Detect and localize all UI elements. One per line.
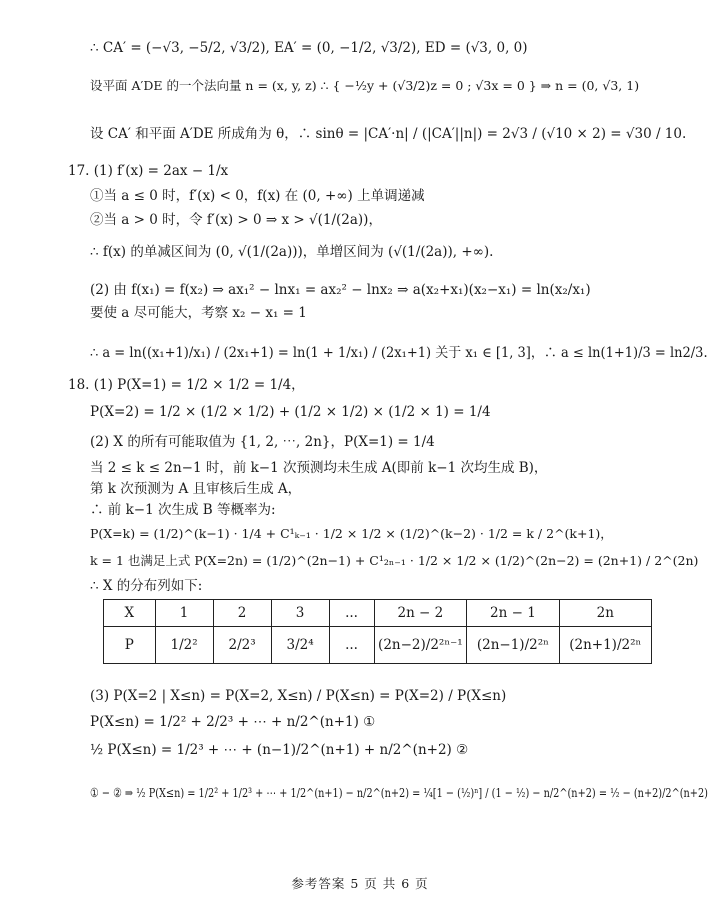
q18-sum-eq1: P(X≤n) = 1/2² + 2/2³ + ⋯ + n/2^(n+1) ①: [90, 714, 376, 730]
table-cell: 2n: [559, 600, 651, 627]
table-cell: 2/2³: [213, 627, 271, 664]
q17-part2-condition: (2) 由 f(x₁) = f(x₂) ⇒ ax₁² − lnx₁ = ax₂² − lnx₂ ⇒ a(x₂+x₁)(x₂−x₁) = ln(x₂/x₁): [90, 282, 591, 298]
distribution-table: [103, 599, 652, 664]
line-normal-vector: 设平面 A′DE 的一个法向量 n = (x, y, z) ∴ { −½y + (√3/2)z = 0 ; √3x = 0 } ⇒ n = (0, √3, 1): [90, 78, 640, 93]
table-cell: 2n − 1: [467, 600, 559, 627]
table-cell: (2n−1)/2²ⁿ: [467, 627, 559, 664]
table-cell: P: [104, 627, 156, 664]
table-cell: 3: [271, 600, 329, 627]
page-footer: 参考答案 5 页 共 6 页: [291, 876, 429, 891]
table-cell: (2n−2)/2²ⁿ⁻¹: [374, 627, 467, 664]
q18-first-k-minus-1: ∴ 前 k−1 次生成 B 等概率为:: [90, 502, 276, 518]
line-sine-angle: 设 CA′ 和平面 A′DE 所成角为 θ，∴ sinθ = |CA′·n| / (|CA′||n|) = 2√3 / (√10 × 2) = √30 / 10.: [90, 126, 687, 142]
table-cell: 2n − 2: [374, 600, 467, 627]
q18-pxk-formula: P(X=k) = (1/2)^(k−1) · 1/4 + C¹ₖ₋₁ · 1/2 × 1/2 × (1/2)^(k−2) · 1/2 = k / 2^(k+1)，: [90, 526, 613, 541]
q18-px2n-formula: k = 1 也满足上式 P(X=2n) = (1/2)^(2n−1) + C¹₂ₙ₋₁ · 1/2 × 1/2 × (1/2)^(2n−2) = (2n+1) / 2^(2n): [90, 553, 699, 568]
line-vectors: ∴ CA′ = (−√3, −5/2, √3/2), EA′ = (0, −1/2, √3/2), ED = (√3, 0, 0): [90, 40, 528, 56]
q17-a-bound: ∴ a = ln((x₁+1)/x₁) / (2x₁+1) = ln(1 + 1/x₁) / (2x₁+1) 关于 x₁ ∈ [1, 3]，∴ a ≤ ln(1+1)/3 = ln2/3.: [90, 345, 708, 361]
q18-subtraction-result: ① − ② ⇒ ½ P(X≤n) = 1/2² + 1/2³ + ⋯ + 1/2^(n+1) − n/2^(n+2) = ¼[1 − (½)ⁿ] / (1 − ½) − n/2^(n+2) = ½ − (n+2)/2^(n+2): [90, 785, 708, 800]
table-header-row: [104, 600, 652, 627]
table-cell: ...: [329, 627, 374, 664]
q17-part1-derivative: 17. (1) f′(x) = 2ax − 1/x: [68, 163, 229, 179]
table-cell: 1: [155, 600, 213, 627]
table-cell: 3/2⁴: [271, 627, 329, 664]
q18-part2-values: (2) X 的所有可能取值为 {1, 2, ⋯, 2n}，P(X=1) = 1/4: [90, 434, 435, 450]
q17-consider-difference: 要使 a 尽可能大，考察 x₂ − x₁ = 1: [90, 305, 307, 321]
q18-part1-px1: 18. (1) P(X=1) = 1/2 × 1/2 = 1/4，: [68, 377, 305, 393]
table-cell: 2: [213, 600, 271, 627]
q18-kth-prediction: 第 k 次预测为 A 且审核后生成 A，: [90, 481, 302, 497]
table-cell: (2n+1)/2²ⁿ: [559, 627, 651, 664]
q17-case-a-positive: ②当 a > 0 时，令 f′(x) > 0 ⇒ x > √(1/(2a))，: [90, 212, 382, 228]
table-probability-row: [104, 627, 652, 664]
q17-case-a-nonpositive: ①当 a ≤ 0 时，f′(x) < 0，f(x) 在 (0, +∞) 上单调递减: [90, 188, 425, 204]
q18-part1-px2: P(X=2) = 1/2 × (1/2 × 1/2) + (1/2 × 1/2) × (1/2 × 1) = 1/4: [90, 404, 491, 420]
table-cell: 1/2²: [155, 627, 213, 664]
q17-monotonic-intervals: ∴ f(x) 的单减区间为 (0, √(1/(2a)))，单增区间为 (√(1/(2a)), +∞).: [90, 244, 494, 260]
q18-sum-eq2: ½ P(X≤n) = 1/2³ + ⋯ + (n−1)/2^(n+1) + n/2^(n+2) ②: [90, 742, 469, 758]
q18-distribution-caption: ∴ X 的分布列如下:: [90, 578, 203, 594]
table-cell: ...: [329, 600, 374, 627]
table-cell: X: [104, 600, 156, 627]
q18-part3-conditional: (3) P(X=2 | X≤n) = P(X=2, X≤n) / P(X≤n) = P(X=2) / P(X≤n): [90, 688, 507, 704]
q18-case-k: 当 2 ≤ k ≤ 2n−1 时，前 k−1 次预测均未生成 A(即前 k−1 次均生成 B)，: [90, 460, 548, 476]
